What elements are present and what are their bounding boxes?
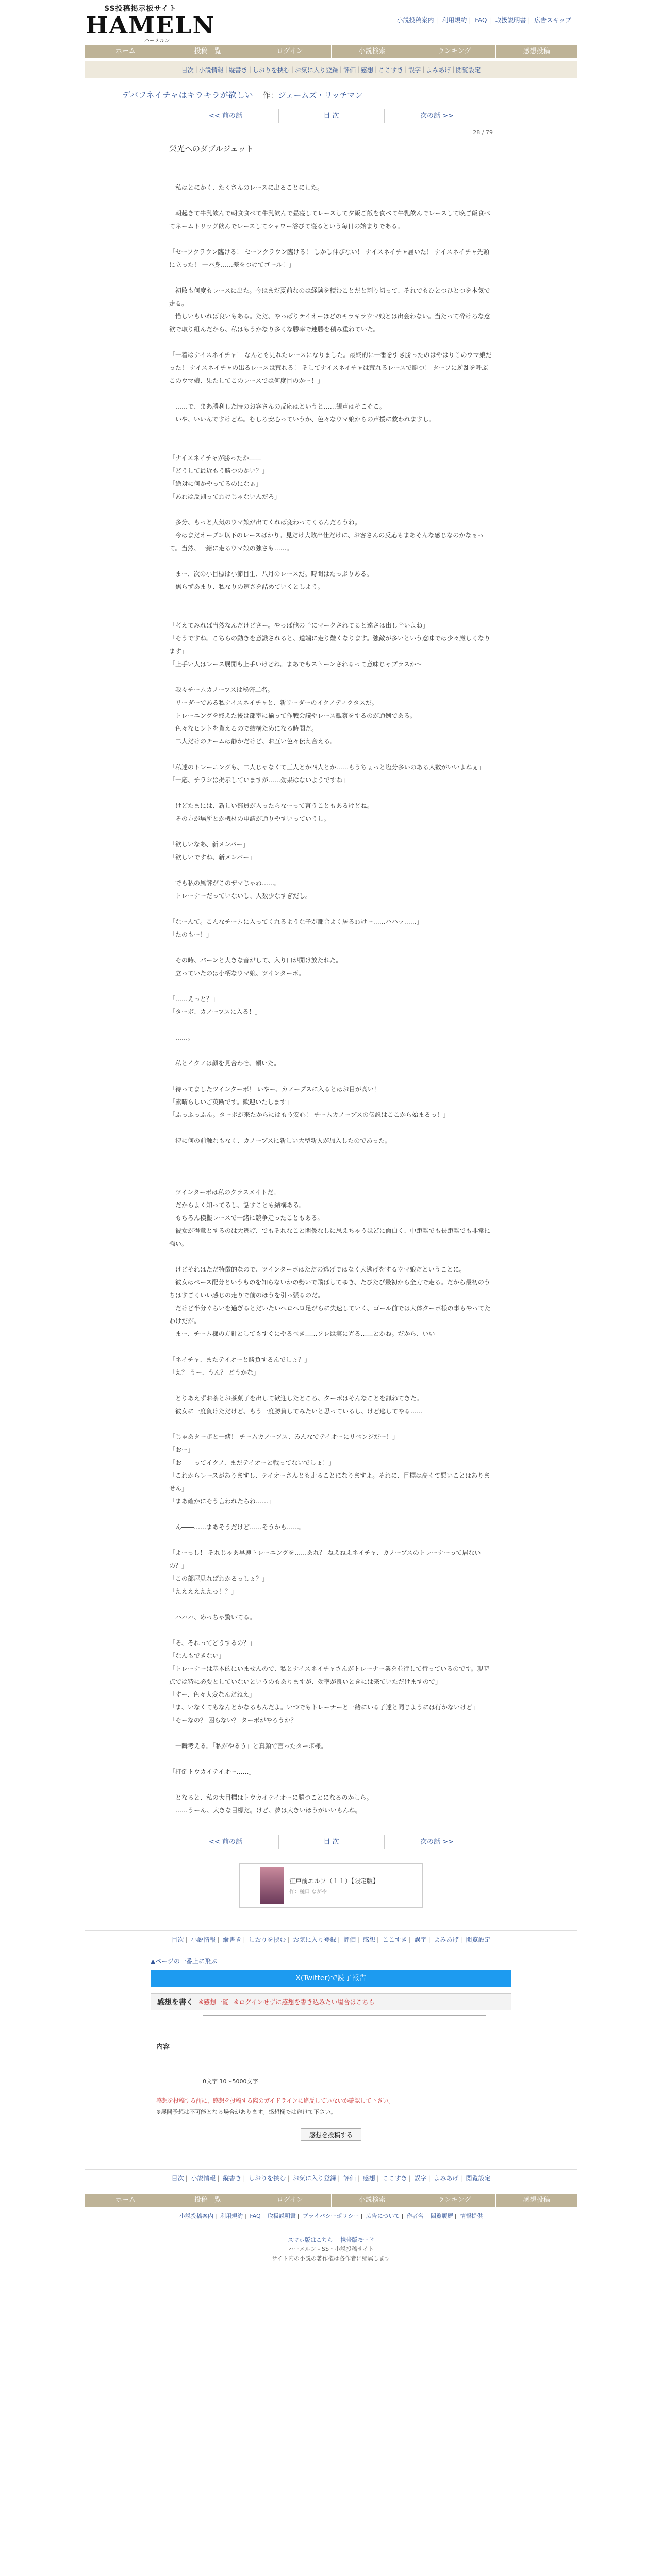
- novel-paragraph: 「待ってましたツインターボ！ いやー、カノープスに入るとはお目が高い！」: [169, 1086, 386, 1093]
- novel-paragraph: 私はとにかく、たくさんのレースに出ることにした。: [169, 184, 324, 191]
- subnav-typo[interactable]: 誤字: [408, 66, 421, 74]
- global-nav: [85, 45, 577, 58]
- review-notes: [151, 2090, 511, 2123]
- novel-paragraph: [169, 1727, 493, 1740]
- novel-paragraph: [169, 748, 493, 761]
- novel-paragraph: [169, 1753, 493, 1766]
- novel-paragraph: 「なーんて。こんなチームに入ってくれるような子が都合よく居るわけー……ハハッ……」: [169, 918, 423, 925]
- novel-paragraph: トレーニングを終えた後は部室に揃って作戦会議やレース観察をするのが通例である。: [169, 712, 417, 719]
- novel-paragraph: [169, 606, 493, 619]
- novel-paragraph: [169, 1147, 493, 1160]
- review-textarea[interactable]: [203, 2015, 486, 2072]
- nav-post-list-bottom[interactable]: 投稿一覧: [167, 2194, 250, 2207]
- review-form: [151, 1993, 511, 2148]
- review-anon-link[interactable]: ※ログインせずに感想を書き込みたい場合はこちら: [234, 1998, 375, 2006]
- subnav-readaloud-footer[interactable]: よみあげ: [434, 2175, 459, 2182]
- novel-paragraph: だけど半分ぐらいを過ぎるとだいたいヘロヘロ足がらに失速していく、ゴール前では大体ターボ様の事もやってたわけだが。: [169, 1304, 491, 1325]
- header-link-terms[interactable]: 利用規約: [442, 16, 467, 24]
- novel-paragraph: まー、次の小目標は小節目生、八月のレースだ。時間はたっぷりある。: [169, 570, 373, 578]
- subnav-readaloud-bottom[interactable]: よみあげ: [434, 1936, 459, 1943]
- novel-paragraph: けどそれはただ特徴的なので、ツインターボはただの逃げではなく大逃げをするウマ娘だということに。: [169, 1266, 466, 1273]
- author-name[interactable]: ジェームズ・リッチマン: [278, 91, 363, 100]
- novel-paragraph: [169, 1508, 493, 1521]
- novel-paragraph: まー、チーム様の方針としてもすぐにやるべき……ソレは実に光る……とかね。だから、いい: [169, 1330, 435, 1337]
- novel-paragraph: ハハハ、めっちゃ驚いてる。: [169, 1614, 256, 1621]
- novel-paragraph: [169, 1534, 493, 1547]
- mobile-version-link[interactable]: スマホ版はこちら｜ 携帯版モード: [288, 2236, 374, 2243]
- novel-paragraph: 「トレーナーは基本的にいませんので、私とナイスネイチャさんがトレーナー業を並行して行っているのです。現時点では特に必要としていないというのもありますが、効率が良いときには来ていただけますので」: [169, 1665, 490, 1685]
- nav-home-bottom[interactable]: ホーム: [85, 2194, 167, 2207]
- novel-subnav-bottom: 目次 | 小説情報 | 縦書き | しおりを挟む | お気に入り登録 | 評価 | 感想 | ここすき | 誤字 | よみあげ | 閲覧設定: [85, 1930, 577, 1948]
- novel-paragraph: となると、私の大目標はトウカイテイオーに勝つことになるのかしら。: [169, 1794, 373, 1801]
- review-content-label: 内容: [156, 2043, 170, 2051]
- novel-paragraph: [169, 168, 493, 181]
- ad-banner[interactable]: [239, 1863, 423, 1908]
- novel-paragraph: [169, 903, 493, 916]
- prev-chapter-link[interactable]: << 前の話: [173, 109, 279, 123]
- novel-paragraph: 「たのもー！」: [169, 931, 213, 938]
- novel-paragraph: 「おー」: [169, 1446, 194, 1453]
- novel-paragraph: [169, 233, 493, 246]
- review-guideline-note[interactable]: 感想を投稿する前に、感想を投稿する際のガイドラインに違反していないか確認して下さい。: [156, 2097, 394, 2104]
- novel-paragraph: [169, 387, 493, 400]
- banner-sub: 作：樋口 ながや: [289, 1889, 327, 1895]
- novel-paragraph: [169, 1160, 493, 1173]
- nav-search[interactable]: 小説検索: [332, 45, 414, 58]
- novel-paragraph: 特に何の前触れもなく、カノープスに新しい大型新人が加入したのであった。: [169, 1137, 391, 1144]
- novel-paragraph: 「じゃあターボと一緒！ チームカノープス、みんなでテイオーにリベンジだー！」: [169, 1433, 399, 1440]
- header-link-manual[interactable]: 取扱説明書: [495, 16, 526, 24]
- novel-paragraph: リーダーである私ナイスネイチャと、新リーダーのイクノディクタスだ。: [169, 699, 378, 706]
- footer-link-privacy[interactable]: プライバシーポリシー: [303, 2213, 359, 2219]
- novel-paragraph: 「ふっふっふん。ターボが来たからにはもう安心！ チームカノープスの伝説はここから始まるっ！」: [169, 1111, 450, 1118]
- footer-link-ads[interactable]: 広告について: [366, 2213, 400, 2219]
- novel-paragraph: でも私の風評がこのザマじゃね……。: [169, 879, 281, 887]
- subnav-vertical-footer[interactable]: 縦書き: [223, 2175, 242, 2182]
- toc-link-bottom[interactable]: 目 次: [278, 1835, 385, 1849]
- header-links: 小説投稿案内 | 利用規約 | FAQ | 取扱説明書 | 広告スキップ: [396, 16, 571, 24]
- subnav-review-footer[interactable]: 感想: [362, 2175, 375, 2182]
- novel-paragraph: [169, 594, 493, 606]
- novel-paragraph: 彼女が得意とするのは大逃げ、でもそれなこと関係なしに思えちゃうほどに面白く、中距離でも長距離でも非常に強い。: [169, 1227, 491, 1247]
- logo-main: HAMELN: [86, 11, 216, 39]
- novel-body: [169, 168, 493, 1817]
- nav-home[interactable]: ホーム: [85, 45, 167, 58]
- nav-review-post[interactable]: 感想投稿: [523, 47, 550, 55]
- subnav-review-bottom[interactable]: 感想: [362, 1936, 375, 1943]
- nav-ranking-bottom[interactable]: ランキング: [413, 2194, 496, 2207]
- subnav-toc-footer[interactable]: 目次: [171, 2175, 184, 2182]
- subnav-rating-footer[interactable]: 評価: [343, 2175, 356, 2182]
- back-to-top-link[interactable]: ▲ページの一番上に飛ぶ: [151, 1958, 217, 1965]
- work-title-bar: [122, 89, 540, 100]
- novel-subnav-footer: 目次 | 小説情報 | 縦書き | しおりを挟む | お気に入り登録 | 評価 | 感想 | ここすき | 誤字 | よみあげ | 閲覧設定: [85, 2169, 577, 2187]
- novel-paragraph: 「ナイスネイチャが勝ったか……」: [169, 454, 268, 462]
- subnav-toc[interactable]: 目次: [181, 66, 194, 74]
- subnav-kokosuki[interactable]: ここすき: [378, 66, 404, 74]
- nav-search-bottom[interactable]: 小説検索: [332, 2194, 414, 2207]
- subnav-rating-bottom[interactable]: 評価: [343, 1936, 356, 1943]
- novel-paragraph: [169, 671, 493, 684]
- footer-link-manual[interactable]: 取扱説明書: [267, 2213, 296, 2219]
- novel-paragraph: [169, 503, 493, 516]
- novel-paragraph: トレーナーだっていないし、人数少なすぎだし。: [169, 892, 312, 900]
- subnav-kokosuki-bottom[interactable]: ここすき: [382, 1936, 407, 1943]
- global-nav-bottom: [85, 2194, 577, 2207]
- footer-link-guide[interactable]: 小説投稿案内: [179, 2213, 213, 2219]
- novel-paragraph: ツインターボは私のクラスメイトだ。: [169, 1189, 280, 1196]
- novel-paragraph: 「どうして最近もう勝つのかい？」: [169, 467, 269, 474]
- novel-paragraph: 色々なヒントを貰えるので結構ためになる時間だ。: [169, 725, 318, 732]
- novel-paragraph: 我々チームカノープスは秘密二名。: [169, 686, 274, 693]
- novel-paragraph: [169, 426, 493, 439]
- x-share-button[interactable]: X(Twitter)で読了報告: [151, 1970, 511, 1987]
- prev-chapter-link-bottom[interactable]: << 前の話: [173, 1835, 279, 1849]
- novel-paragraph: 二人だけのチームは静かだけど、お互い色々伝え合える。: [169, 738, 337, 745]
- novel-paragraph: 「ネイチャ、またテイオーと勝負するんでしょ？」: [169, 1356, 311, 1363]
- subnav-toc-bottom[interactable]: 目次: [171, 1936, 184, 1943]
- novel-paragraph: [169, 1418, 493, 1431]
- chapter-pager-bottom: [171, 1835, 491, 1849]
- novel-paragraph: とりあえずお茶とお茶菓子を出して歓迎したところ、ターボはそんなことを訊ねてきた。: [169, 1395, 423, 1402]
- novel-paragraph: 「一着はナイスネイチャ！ なんとも見れたレースになりました。最終的に一番を引き勝ったのはやはりこのウマ娘だった！ ナイスネイチャの出るレースは荒れる！ そしてナイスネイチャは荒れるレースで勝つ！ ターフに逆乱を呼ぶこのウマ娘、果たしてこのレースでは何度目のかー！」: [169, 351, 492, 384]
- site-name-footer: ハーメルン - SS・小説投稿サイト: [288, 2246, 374, 2252]
- nav-ranking[interactable]: ランキング: [413, 45, 496, 58]
- novel-paragraph: 「……えっと？」: [169, 995, 219, 1003]
- subnav-favorite[interactable]: お気に入り登録: [294, 66, 338, 74]
- novel-paragraph: [169, 980, 493, 993]
- novel-paragraph: 「上手い人はレース展開も上手いけどね。まあでもストーンされるって意味じゃプラスか～」: [169, 660, 428, 668]
- novel-paragraph: 「そ、それってどうするの？」: [169, 1639, 256, 1647]
- novel-paragraph: [169, 439, 493, 452]
- review-prediction-note: ※展開予想は不可能となる場合があります。感想欄では避けて下さい。: [156, 2109, 337, 2115]
- novel-paragraph: 「ええええええっ！？」: [169, 1588, 238, 1595]
- novel-paragraph: 初敗も何度もレースに出た。今はまだ夏前なのは経験を積むことだと割り切って、それでもひとつひとつを本気で走る。: [169, 287, 490, 307]
- novel-paragraph: 「お――ってイクノ、まだテイオーと戦ってないでしょ！」: [169, 1459, 335, 1466]
- novel-paragraph: [169, 336, 493, 349]
- site-logo[interactable]: [84, 3, 216, 44]
- logo-ruby: ハーメルン: [144, 38, 170, 44]
- subnav-vertical-bottom[interactable]: 縦書き: [223, 1936, 242, 1943]
- novel-paragraph: 今はまだオープン以下のレースばかり。見だけ大敗出仕だけに、お客さんの反応もまあそんな感じなのかなぁって。当然、一緒に走るウマ娘の強さも……。: [169, 532, 484, 552]
- novel-paragraph: 「あれは反則ってわけじゃないんだろ」: [169, 493, 281, 500]
- copyright-note: サイト内の小説の著作権は各作者に帰属します: [271, 2255, 391, 2262]
- novel-paragraph: 彼女に一度負けただけど、もう一度勝負してみたいと思っているし、けど逃してやる……: [169, 1408, 423, 1415]
- logo-subtitle: SS投稿掲示板サイト: [104, 5, 177, 13]
- nav-login[interactable]: ログイン: [249, 45, 332, 58]
- novel-paragraph: 「まあ確かにそう言われたらね……」: [169, 1498, 275, 1505]
- novel-paragraph: いや、いいんですけどね。むしろ安心っていうか、色々なウマ娘からの声援に救われますし。: [169, 416, 435, 423]
- subnav-info[interactable]: 小説情報: [198, 66, 224, 74]
- novel-paragraph: 「一応、チラシは掲示していますが……効果はないようですね」: [169, 776, 349, 784]
- site-header: [0, 0, 662, 45]
- subnav-vertical[interactable]: 縦書き: [228, 66, 247, 74]
- novel-paragraph: 「そーなの？ 困らない？ ターボがやろうか？」: [169, 1717, 303, 1724]
- novel-paragraph: [169, 825, 493, 838]
- novel-paragraph: [169, 1379, 493, 1392]
- novel-paragraph: [169, 1778, 493, 1791]
- novel-paragraph: ん――……まあそうだけど……そうかも……。: [169, 1523, 306, 1531]
- novel-paragraph: 私とイクノは顔を見合わせ、頷いた。: [169, 1060, 280, 1067]
- page-number: 28 / 79: [473, 129, 493, 136]
- banner-title: 江戸前エルフ（１１）【限定版】: [289, 1877, 379, 1885]
- nav-post-list[interactable]: 投稿一覧: [167, 45, 250, 58]
- novel-paragraph: 焦らずあまり、私なりの速さを詰めていくとしよう。: [169, 583, 324, 590]
- novel-paragraph: 「なんもできない」: [169, 1652, 225, 1659]
- novel-paragraph: 「打倒トウカイテイオー……」: [169, 1768, 255, 1775]
- novel-paragraph: 立っていたのは小柄なウマ娘、ツインターボ。: [169, 970, 305, 977]
- novel-paragraph: 朝起きて牛乳飲んで朝食食べて牛乳飲んで昼寝してレースして夕飯ご飯を食べて牛乳飲んでレースして晩ご飯食べてネームトリッグ飲んでレースしてシャワー浴びて寝るという毎日の始まりである。: [169, 210, 490, 230]
- next-chapter-link[interactable]: 次の話 >>: [384, 109, 490, 123]
- subnav-favorite-footer[interactable]: お気に入り登録: [293, 2175, 337, 2182]
- novel-paragraph: 「そうですね。こちらの動きを意識されると、道端に走り難くなります。強敵が多いという意味では少々厳しくなります」: [169, 635, 491, 655]
- subnav-rating[interactable]: 評価: [343, 66, 356, 74]
- next-chapter-link-bottom[interactable]: 次の話 >>: [384, 1835, 490, 1849]
- novel-paragraph: [169, 1341, 493, 1353]
- novel-paragraph: 「素晴らしいご英断です。歓迎いたします」: [169, 1098, 293, 1106]
- novel-paragraph: [169, 941, 493, 954]
- footer-link-info[interactable]: 情報提供: [460, 2213, 483, 2219]
- novel-paragraph: [169, 1122, 493, 1134]
- novel-paragraph: ……うーん、大きな目標だ。けど、夢は大きいほうがいいもんね。: [169, 1807, 361, 1814]
- subnav-typo-bottom[interactable]: 誤字: [414, 1936, 427, 1943]
- novel-paragraph: [169, 1598, 493, 1611]
- novel-paragraph: 「ま、いなくてもなんとかなるもんだよ。いつでもトレーナーと一緒にいる子達と同じようには行かないけど」: [169, 1704, 479, 1711]
- chapter-pager-top: [171, 109, 491, 123]
- novel-paragraph: [169, 1173, 493, 1186]
- novel-paragraph: 彼女はペース配分というものを知らないかの勢いで飛ばしてゆき、たびたび最初から全力で走る。だから最初のうちはすごくいい感じの走りで前のほうを引っ張るのだ。: [169, 1279, 490, 1299]
- novel-paragraph: 「え？ うー、うん？ どうかな」: [169, 1369, 260, 1376]
- review-submit-button[interactable]: 感想を投稿する: [301, 2128, 361, 2141]
- novel-paragraph: ……。: [169, 1034, 194, 1041]
- subnav-kokosuki-footer[interactable]: ここすき: [382, 2175, 407, 2182]
- novel-paragraph: 「よーっし！ それじゃあ早速トレーニングを……あれ？ ねえねえネイチャ、カノープスのトレーナーって居ないの？」: [169, 1549, 481, 1569]
- novel-paragraph: 「欲しいなあ、新メンバー」: [169, 841, 249, 848]
- subnav-review[interactable]: 感想: [361, 66, 374, 74]
- nav-review-post-bottom[interactable]: 感想投稿: [523, 2196, 550, 2204]
- header-link-faq[interactable]: FAQ: [475, 16, 487, 24]
- subnav-display-settings-footer[interactable]: 閲覧設定: [466, 2175, 491, 2182]
- novel-paragraph: ……で、まあ勝利した時のお客さんの反応はというと……観声はそこそこ。: [169, 403, 386, 410]
- novel-paragraph: 「これからレースがありますし、テイオーさんとも走ることになりますよ。それに、目標は高くて悪いことはありません」: [169, 1472, 490, 1492]
- footer-link-authors[interactable]: 作者名: [406, 2213, 424, 2219]
- subnav-bookmark-bottom[interactable]: しおりを挟む: [249, 1936, 286, 1943]
- header-link-guide[interactable]: 小説投稿案内: [396, 16, 434, 24]
- subnav-bookmark-footer[interactable]: しおりを挟む: [249, 2175, 286, 2182]
- novel-paragraph: 「私達のトレーニングも、二人じゃなくて三人とか四人とか……もうちょっと塩分多いのある人数がいいよねぇ」: [169, 764, 485, 771]
- novel-paragraph: [169, 272, 493, 284]
- footer-link-faq[interactable]: FAQ: [250, 2213, 261, 2219]
- novel-paragraph: [169, 864, 493, 877]
- toc-link[interactable]: 目 次: [278, 109, 385, 123]
- review-title: 感想を書く: [157, 1998, 193, 2007]
- subnav-bookmark[interactable]: しおりを挟む: [252, 66, 290, 74]
- footer-link-terms[interactable]: 利用規約: [220, 2213, 243, 2219]
- novel-paragraph: 「すー、色々大変なんだねえ」: [169, 1691, 256, 1698]
- novel-paragraph: 惜しいもいれば良いもある。ただ、やっぱりテイオーほどのキラキラウマ娘とは出会わない。当たって砕けろな意欲で取り組んだから、私はもうかなり多くな勝率で連勝を積み重ねていた。: [169, 313, 490, 333]
- novel-paragraph: 「この部屋見ればわかるっしょ？」: [169, 1575, 269, 1582]
- novel-paragraph: その時、バーンと大きな音がして、入り口が開け放たれた。: [169, 957, 342, 964]
- subnav-display-settings[interactable]: 閲覧設定: [456, 66, 481, 74]
- subnav-display-settings-bottom[interactable]: 閲覧設定: [466, 1936, 491, 1943]
- copyright: [85, 2235, 577, 2263]
- footer-link-history[interactable]: 閲覧履歴: [430, 2213, 453, 2219]
- novel-paragraph: [169, 1019, 493, 1031]
- work-title[interactable]: デバフネイチャはキラキラが欲しい: [122, 90, 253, 100]
- novel-paragraph: 「考えてみれば当然なんだけどさー。やっぱ他の子にマークされてると遠さは出し辛いよね」: [169, 622, 429, 629]
- novel-paragraph: [169, 555, 493, 568]
- header-link-skip-ads[interactable]: 広告スキップ: [534, 16, 571, 24]
- subnav-info-bottom[interactable]: 小説情報: [191, 1936, 216, 1943]
- review-char-count: 0文字 10～5000文字: [203, 2078, 258, 2085]
- chapter-title: 栄光へのダブルジェット: [169, 144, 254, 154]
- novel-paragraph: 「欲しいですね、新メンバー」: [169, 854, 256, 861]
- novel-paragraph: けどたまには、新しい部員が入ったらなーって言うこともあるけどね。: [169, 802, 373, 809]
- novel-paragraph: その方が場所とか機材の申請が通りやすいっていうし。: [169, 815, 330, 822]
- book-cover-image: [260, 1867, 284, 1904]
- novel-paragraph: 「セーフクラウン臨ける！ セーフクラウン臨ける！ しかし伸びない！ ナイスネイチャ届いた！ ナイスネイチャ先頭に立った！ 一バ身……差をつけてゴール！」: [169, 248, 490, 268]
- novel-paragraph: もちろん模擬レースで一緒に競争走ったこともある。: [169, 1214, 324, 1222]
- author-prefix: 作：: [262, 91, 278, 100]
- novel-paragraph: [169, 1250, 493, 1263]
- novel-paragraph: [169, 787, 493, 800]
- novel-paragraph: 「絶対に何かやってるのになぁ」: [169, 480, 262, 487]
- novel-paragraph: 一瞬考える。「私がやるう」と真顔で言ったターボ様。: [169, 1742, 327, 1750]
- novel-subnav: 目次 | 小説情報 | 縦書き | しおりを挟む | お気に入り登録 | 評価 | 感想 | ここすき | 誤字 | よみあげ | 閲覧設定: [85, 61, 577, 78]
- novel-paragraph: [169, 1624, 493, 1637]
- novel-paragraph: 多分、もっと人気のウマ娘が出てくれば変わってくるんだろうね。: [169, 519, 361, 526]
- novel-paragraph: 「ターボ、カノープスに入る！」: [169, 1008, 261, 1015]
- subnav-favorite-bottom[interactable]: お気に入り登録: [293, 1936, 337, 1943]
- subnav-info-footer[interactable]: 小説情報: [191, 2175, 216, 2182]
- novel-paragraph: だからよく知ってるし、話すことも結構ある。: [169, 1201, 306, 1209]
- novel-paragraph: [169, 194, 493, 207]
- subnav-readaloud[interactable]: よみあげ: [426, 66, 451, 74]
- footer-links: 小説投稿案内 | 利用規約 | FAQ | 取扱説明書 | プライバシーポリシー | 広告について | 作者名 | 閲覧履歴 | 情報提供: [179, 2213, 483, 2219]
- novel-paragraph: [169, 1070, 493, 1083]
- nav-login-bottom[interactable]: ログイン: [249, 2194, 332, 2207]
- subnav-typo-footer[interactable]: 誤字: [414, 2175, 427, 2182]
- review-list-link[interactable]: ※感想一覧: [198, 1998, 229, 2006]
- novel-paragraph: [169, 1044, 493, 1057]
